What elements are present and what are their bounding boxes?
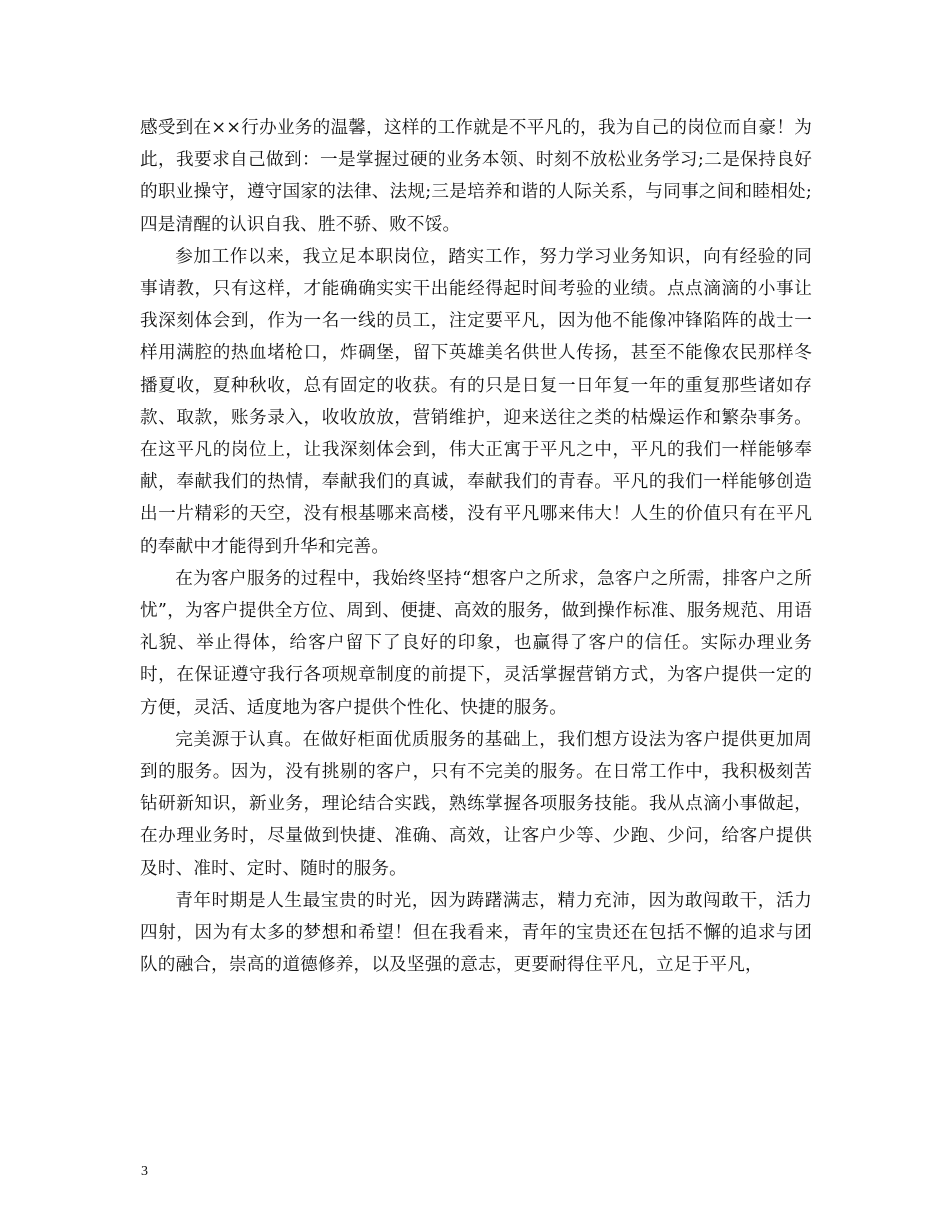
paragraph-4: 完美源于认真。在做好柜面优质服务的基础上，我们想方设法为客户提供更加周到的服务。因为，没有挑剔的客户，只有不完美的服务。在日常工作中，我积极刻苦钻研新知识，新业务，理论结合实践，熟练掌握各项服务技能。我从点滴小事做起，在办理业务时，尽量做到快捷、准确、高效，让客户少等、少跑、少问，给客户提供及时、准时、定时、随时的服务。 xyxy=(140,729,812,879)
document-body xyxy=(140,112,812,981)
paragraph-2: 参加工作以来，我立足本职岗位，踏实工作，努力学习业务知识，向有经验的同事请教，只有这样，才能确确实实干出能经得起时间考验的业绩。点点滴滴的小事让我深刻体会到，作为一名一线的员工，注定要平凡，因为他不能像冲锋陷阵的战士一样用满腔的热血堵枪口，炸碉堡，留下英雄美名供世人传扬，甚至不能像农民那样冬播夏收，夏种秋收，总有固定的收获。有的只是日复一日年复一年的重复那些诸如存款、取款，账务录入，收收放放，营销维护，迎来送往之类的枯燥运作和繁杂事务。在这平凡的岗位上，让我深刻体会到，伟大正寓于平凡之中，平凡的我们一样能够奉献，奉献我们的热情，奉献我们的真诚，奉献我们的青春。平凡的我们一样能够创造出一片精彩的天空，没有根基哪来高楼，没有平凡哪来伟大！人生的价值只有在平凡的奉献中才能得到升华和完善。 xyxy=(140,246,812,557)
page-number: 3 xyxy=(141,1164,148,1179)
paragraph-1: 感受到在××行办业务的温馨，这样的工作就是不平凡的，我为自己的岗位而自豪！为此，我要求自己做到：一是掌握过硬的业务本领、时刻不放松业务学习;二是保持良好的职业操守，遵守国家的法律、法规;三是培养和谐的人际关系，与同事之间和睦相处;四是清醒的认识自我、胜不骄、败不馁。 xyxy=(140,118,812,235)
paragraph-3: 在为客户服务的过程中，我始终坚持“想客户之所求，急客户之所需，排客户之所忧”，为客户提供全方位、周到、便捷、高效的服务，做到操作标准、服务规范、用语礼貌、举止得体，给客户留下了良好的印象，也赢得了客户的信任。实际办理业务时，在保证遵守我行各项规章制度的前提下，灵活掌握营销方式，为客户提供一定的方便，灵活、适度地为客户提供个性化、快捷的服务。 xyxy=(140,568,812,718)
paragraph-5: 青年时期是人生最宝贵的时光，因为踌躇满志，精力充沛，因为敢闯敢干，活力四射，因为有太多的梦想和希望！但在我看来，青年的宝贵还在包括不懈的追求与团队的融合，崇高的道德修养，以及坚强的意志，更要耐得住平凡，立足于平凡， xyxy=(140,890,812,976)
